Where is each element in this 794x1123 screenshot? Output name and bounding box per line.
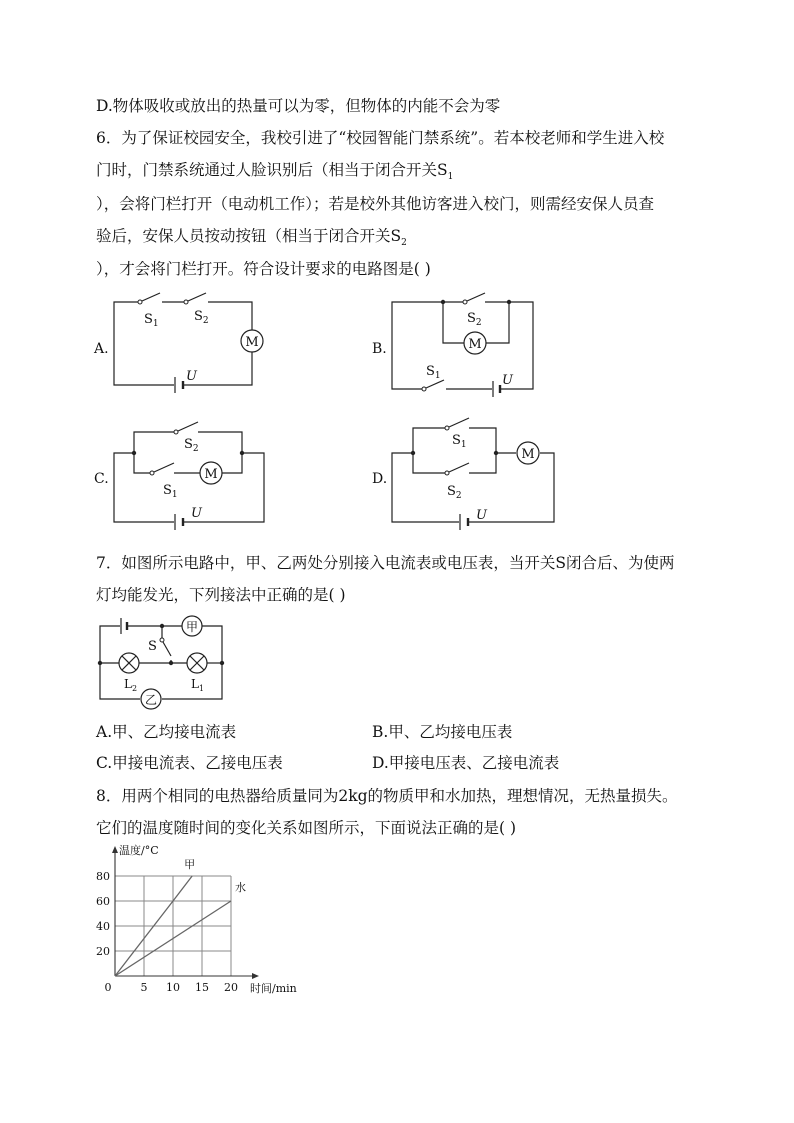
y-tick-label: 20 <box>96 945 110 958</box>
q7-option-d[interactable]: D.甲接电压表、乙接电流表 <box>372 754 560 772</box>
circuit-b-wire <box>443 302 464 343</box>
switch-s1-pivot <box>138 300 142 304</box>
switch-s2-pivot <box>174 430 178 434</box>
lamp-l1-label: $L_1$ <box>191 677 205 693</box>
circuit-c <box>94 422 264 530</box>
q7-option-c[interactable]: C.甲接电流表、乙接电压表 <box>96 754 283 772</box>
q6-s2-subscript: 2 <box>401 238 407 249</box>
chart-ticks <box>96 870 238 994</box>
q6-line-2 <box>96 160 453 187</box>
meter-yi-label: 乙 <box>144 693 158 707</box>
junction-dot <box>98 661 102 665</box>
label-s2: $S_2$ <box>447 484 462 501</box>
circuit-a-wire <box>208 302 252 330</box>
switch-s-label: S <box>148 639 157 654</box>
q6-line-1: 6．为了保证校园安全，我校引进了“校园智能门禁系统”。若本校老师和学生进入校 <box>96 129 665 147</box>
x-axis-arrow <box>252 973 259 979</box>
circuit-a-label: A. <box>94 341 109 357</box>
circuit-b-label: B. <box>372 341 387 357</box>
switch-s2-pivot <box>445 471 449 475</box>
y-axis-label: 温度/°C <box>119 844 159 857</box>
x-tick-label: 15 <box>195 981 209 994</box>
circuit-d-label: D. <box>372 471 388 487</box>
q8-line-2: 它们的温度随时间的变化关系如图所示，下面说法正确的是( ) <box>96 819 517 837</box>
switch-s-pivot <box>160 638 164 642</box>
junction-dot <box>240 451 244 455</box>
q6-circuit-diagrams <box>0 285 794 545</box>
q6-line-3: ），会将门栏打开（电动机工作）；若是校外其他访客进入校门，则需经安保人员查 <box>96 195 655 213</box>
y-axis-arrow <box>112 846 118 853</box>
switch-s1-pivot <box>422 387 426 391</box>
q8-temperature-chart <box>88 842 308 1002</box>
x-axis-label: 时间/min <box>250 982 297 995</box>
circuit-a <box>93 293 263 393</box>
x-tick-label: 5 <box>140 981 148 994</box>
source-label: U <box>502 373 513 388</box>
junction-dot <box>169 661 173 665</box>
circuit-d-wire <box>469 428 496 473</box>
switch-s2-blade <box>178 422 198 431</box>
junction-dot <box>220 661 224 665</box>
circuit-b <box>372 293 533 397</box>
circuit-c-wire <box>134 432 174 453</box>
source-label: U <box>186 369 197 384</box>
q6-s1-subscript: 1 <box>447 172 454 183</box>
switch-s2-blade <box>467 293 485 301</box>
q8-line-1: 8．用两个相同的电热器给质量同为2kg的物质甲和水加热，理想情况，无热量损失。 <box>96 787 678 805</box>
q6-line-2-text: 门时，门禁系统通过人脸识别后（相当于闭合开关S <box>96 161 448 179</box>
switch-s1-pivot <box>150 471 154 475</box>
chart-grid <box>115 876 231 976</box>
q7-circuit-diagram <box>90 612 230 712</box>
motor-label: M <box>468 337 482 352</box>
q7-line-1: 7．如图所示电路中，甲、乙两处分别接入电流表或电压表，当开关S闭合后、为使两 <box>96 554 675 572</box>
circuit-d-wire <box>413 453 445 473</box>
switch-s2-blade <box>188 293 206 301</box>
switch-s1-blade <box>142 293 160 301</box>
q6-line-4 <box>96 226 407 253</box>
switch-s2-pivot <box>463 300 467 304</box>
junction-dot <box>132 451 136 455</box>
junction-dot <box>507 300 511 304</box>
q5-option-d: D.物体吸收或放出的热量可以为零，但物体的内能不会为零 <box>96 97 501 115</box>
switch-s2-pivot <box>184 300 188 304</box>
q7-line-2: 灯均能发光，下列接法中正确的是( ) <box>96 586 346 604</box>
lamp-l2-label: $L_2$ <box>124 677 138 693</box>
q6-line-4-text: 验后，安保人员按动按钮（相当于闭合开关S <box>96 227 402 245</box>
label-s1: $S_1$ <box>426 364 441 381</box>
series-label: 甲 <box>184 858 196 871</box>
q7-option-a[interactable]: A.甲、乙均接电流表 <box>96 723 237 741</box>
source-label: U <box>191 506 202 521</box>
motor-label: M <box>204 467 218 482</box>
q6-line-5: ），才会将门栏打开。符合设计要求的电路图是( ) <box>96 260 431 278</box>
source-label: U <box>476 508 487 523</box>
label-s2: $S_2$ <box>184 437 199 454</box>
y-tick-label: 40 <box>96 920 110 933</box>
switch-s1-blade <box>449 418 469 427</box>
x-tick-label: 0 <box>104 981 112 994</box>
junction-dot <box>441 300 445 304</box>
circuit-b-wire <box>486 302 509 343</box>
label-s2: $S_2$ <box>467 311 482 328</box>
series-label: 水 <box>235 881 246 894</box>
x-tick-label: 10 <box>166 981 180 994</box>
y-tick-label: 80 <box>96 870 110 883</box>
circuit-c-label: C. <box>94 471 109 487</box>
switch-s1-blade <box>154 463 174 472</box>
switch-s1-blade <box>426 380 444 388</box>
junction-dot <box>411 451 415 455</box>
switch-s1-pivot <box>445 426 449 430</box>
circuit-d-wire <box>413 428 445 453</box>
motor-label: M <box>521 447 535 462</box>
circuit-d <box>372 418 554 530</box>
junction-dot <box>494 451 498 455</box>
label-s1: $S_1$ <box>163 483 178 500</box>
switch-s-blade <box>163 642 171 656</box>
q7-option-b[interactable]: B.甲、乙均接电压表 <box>372 723 513 741</box>
label-s2: $S_2$ <box>194 309 209 326</box>
motor-label: M <box>245 335 259 350</box>
junction-dot <box>160 624 164 628</box>
x-tick-label: 20 <box>224 981 238 994</box>
label-s1: $S_1$ <box>452 433 467 450</box>
meter-jia-label: 甲 <box>185 620 199 634</box>
label-s1: $S_1$ <box>144 312 159 329</box>
switch-s2-blade <box>449 463 469 472</box>
circuit-c-wire <box>134 453 150 473</box>
y-tick-label: 60 <box>96 895 110 908</box>
